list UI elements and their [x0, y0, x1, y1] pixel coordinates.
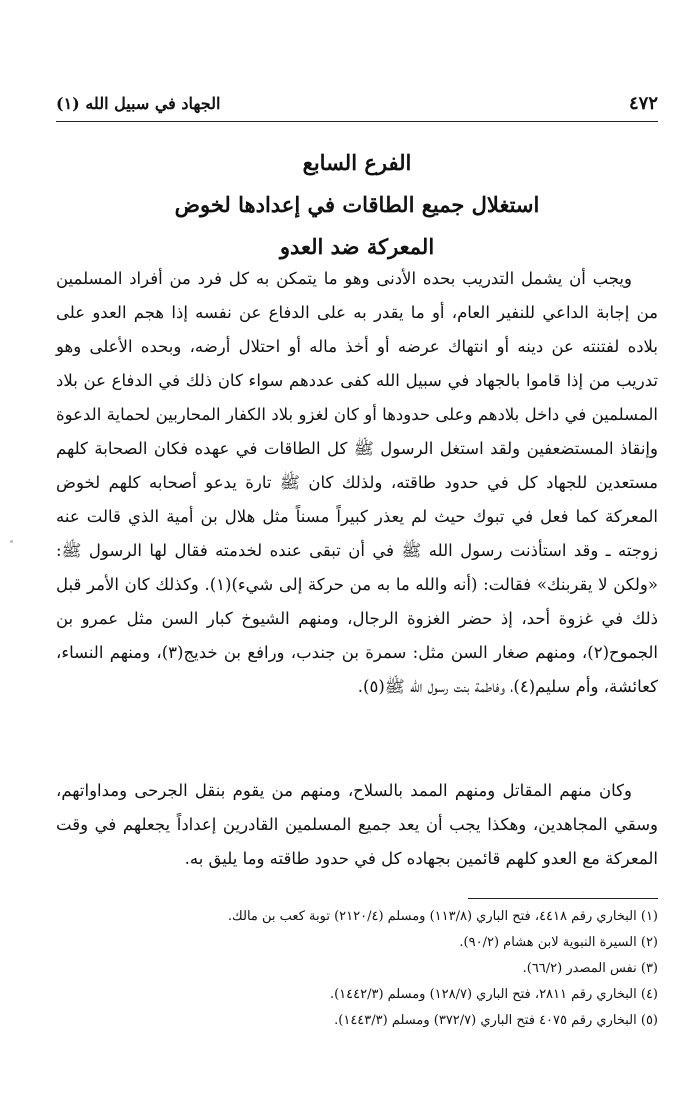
body-paragraph-1: ويجب أن يشمل التدريب بحده الأدنى وهو ما يتمكن به كل فرد من أفراد المسلمين من إجابة الداعي للنفير العام، أو ما يقدر به على الدفاع عن نفسه إذا هجم العدو على بلاده لفتنته عن دينه أو انتهاك عرضه أو أخذ ماله أو احتلال أرضه، وبحده الأعلى وهو تدريب من إذا قاموا بالجهاد في سبيل الله كفى عددهم سواء كان ذلك في الدفاع عن بلاد المسلمين في داخل بلادهم وعلى حدودها أو كان لغزو بلاد الكفار المحاربين لحماية الدعوة وإنقاذ المستضعفين ولقد استغل الرسول ﷺ كل الطاقات في عهده فكان الصحابة كلهم مستعدين للجهاد كل في حدود طاقته، ولذلك كان ﷺ تارة يدعو أصحابه كلهم لخوض المعركة كما فعل في تبوك حيث لم يعذر كبيراً مسناً مثل هلال بن أمية الذي قالت عنه زوجته ـ وقد استأذنت رسول الله ﷺ في أن تبقى عنده لخدمته فقال لها الرسول ﷺ: «ولكن لا يقربنك» فقالت: (أنه والله ما به من حركة إلى شيء)(١). وكذلك كان الأمر قبل ذلك في غزوة أحد، إذ حضر الغزوة الرجال، ومنهم الشيوخ كبار السن مثل عمرو بن الجموح(٢)، ومنهم صغار السن مثل: سمرة بن جندب، ورافع بن خديج(٣)، ومنهم النساء، كعائشة، وأم سليم(٤)، وفاطمة بنت رسول الله ﷺ(٥).	[56, 269, 658, 696]
footnote-1: (١) البخاري رقم ٤٤١٨، فتح الباري (١١٣/٨) ومسلم (٢١٢٠/٤) توبة كعب بن مالك.	[227, 909, 658, 924]
body-paragraph-1-block	[56, 262, 658, 704]
scan-speck	[10, 540, 13, 543]
footnote-3: (٣) نفس المصدر (٦٦/٢).	[522, 961, 658, 976]
running-header	[56, 86, 658, 120]
section-title-line-2: المعركة ضد العدو	[279, 234, 435, 259]
footnote-4: (٤) البخاري رقم ٢٨١١، فتح الباري (١٢٨/٧) ومسلم (١٤٤٢/٣).	[329, 987, 658, 1002]
page-number: ٤٧٢	[628, 92, 658, 114]
footnotes	[56, 904, 658, 1034]
body-paragraph-2-block	[56, 774, 658, 876]
footnote-separator	[468, 898, 658, 899]
section-headings	[56, 142, 658, 268]
header-rule	[56, 121, 658, 122]
body-paragraph-2: وكان منهم المقاتل ومنهم الممد بالسلاح، ومنهم من يقوم بنقل الجرحى ومداواتهم، وسقي المجاهدين، وهكذا يجب أن يعد جميع المسلمين القادرين إعداداً يجعلهم في وقت المعركة مع العدو كلهم قائمين بجهاده كل في حدود طاقته وما يليق به.	[56, 781, 658, 868]
book-page	[56, 0, 658, 1104]
footnote-2: (٢) السيرة النبوية لابن هشام (٩٠/٢).	[459, 935, 658, 950]
running-title: الجهاد في سبيل الله (١)	[56, 93, 221, 113]
section-title-line-1: استغلال جميع الطاقات في إعدادها لخوض	[174, 192, 540, 217]
footnote-5: (٥) البخاري رقم ٤٠٧٥ فتح الباري (٣٧٢/٧) ومسلم (١٤٤٣/٣).	[334, 1013, 658, 1028]
section-label: الفرع السابع	[302, 150, 412, 175]
